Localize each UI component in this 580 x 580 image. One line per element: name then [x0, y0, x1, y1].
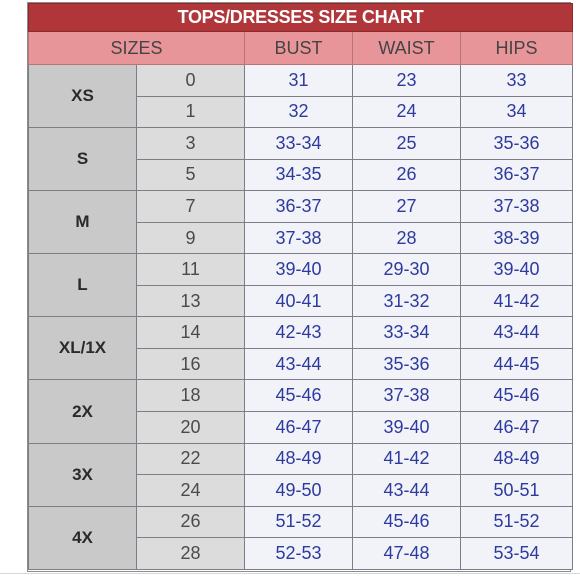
waist-value: 31-32 [353, 285, 461, 317]
waist-value: 47-48 [353, 538, 461, 570]
size-number: 14 [137, 317, 245, 349]
size-number: 1 [137, 96, 245, 128]
size-number: 5 [137, 159, 245, 191]
header-hips: HIPS [461, 32, 573, 65]
header-bust: BUST [245, 32, 353, 65]
size-number: 22 [137, 443, 245, 475]
table-row [29, 317, 573, 349]
bust-value: 52-53 [245, 538, 353, 570]
size-number: 0 [137, 65, 245, 97]
waist-value: 23 [353, 65, 461, 97]
chart-body [29, 65, 573, 570]
size-group-label: S [29, 128, 137, 191]
bust-value: 43-44 [245, 348, 353, 380]
bust-value: 34-35 [245, 159, 353, 191]
waist-value: 33-34 [353, 317, 461, 349]
table-row [29, 380, 573, 412]
bust-value: 51-52 [245, 506, 353, 538]
hips-value: 41-42 [461, 285, 573, 317]
table-row [29, 443, 573, 475]
hips-value: 34 [461, 96, 573, 128]
hips-value: 53-54 [461, 538, 573, 570]
table-row [29, 506, 573, 538]
hips-value: 51-52 [461, 506, 573, 538]
size-number: 3 [137, 128, 245, 160]
hips-value: 50-51 [461, 475, 573, 507]
size-number: 24 [137, 475, 245, 507]
size-group-label: 2X [29, 380, 137, 443]
waist-value: 41-42 [353, 443, 461, 475]
hips-value: 39-40 [461, 254, 573, 286]
table-row [29, 254, 573, 286]
table-row [29, 65, 573, 97]
bust-value: 40-41 [245, 285, 353, 317]
bust-value: 45-46 [245, 380, 353, 412]
waist-value: 28 [353, 222, 461, 254]
header-row [29, 32, 573, 65]
chart-title: TOPS/DRESSES SIZE CHART [29, 4, 573, 32]
bust-value: 36-37 [245, 191, 353, 223]
size-group-label: XL/1X [29, 317, 137, 380]
hips-value: 35-36 [461, 128, 573, 160]
waist-value: 35-36 [353, 348, 461, 380]
size-number: 26 [137, 506, 245, 538]
waist-value: 39-40 [353, 412, 461, 444]
size-chart-frame [27, 2, 571, 572]
waist-value: 43-44 [353, 475, 461, 507]
bust-value: 42-43 [245, 317, 353, 349]
bust-value: 39-40 [245, 254, 353, 286]
hips-value: 46-47 [461, 412, 573, 444]
waist-value: 29-30 [353, 254, 461, 286]
hips-value: 36-37 [461, 159, 573, 191]
table-row [29, 191, 573, 223]
hips-value: 45-46 [461, 380, 573, 412]
waist-value: 45-46 [353, 506, 461, 538]
size-group-label: 3X [29, 443, 137, 506]
size-group-label: L [29, 254, 137, 317]
bust-value: 46-47 [245, 412, 353, 444]
header-waist: WAIST [353, 32, 461, 65]
waist-value: 37-38 [353, 380, 461, 412]
bust-value: 33-34 [245, 128, 353, 160]
size-group-label: M [29, 191, 137, 254]
header-sizes: SIZES [29, 32, 245, 65]
bust-value: 32 [245, 96, 353, 128]
size-number: 11 [137, 254, 245, 286]
size-number: 9 [137, 222, 245, 254]
bust-value: 49-50 [245, 475, 353, 507]
size-number: 28 [137, 538, 245, 570]
waist-value: 25 [353, 128, 461, 160]
page-bottom-divider [0, 573, 580, 574]
size-group-label: 4X [29, 506, 137, 569]
size-number: 20 [137, 412, 245, 444]
waist-value: 24 [353, 96, 461, 128]
size-number: 18 [137, 380, 245, 412]
title-row [29, 4, 573, 32]
hips-value: 38-39 [461, 222, 573, 254]
size-number: 7 [137, 191, 245, 223]
size-chart-table [28, 3, 573, 570]
table-row [29, 128, 573, 160]
hips-value: 37-38 [461, 191, 573, 223]
size-group-label: XS [29, 65, 137, 128]
waist-value: 26 [353, 159, 461, 191]
waist-value: 27 [353, 191, 461, 223]
bust-value: 48-49 [245, 443, 353, 475]
size-number: 16 [137, 348, 245, 380]
bust-value: 31 [245, 65, 353, 97]
hips-value: 44-45 [461, 348, 573, 380]
hips-value: 33 [461, 65, 573, 97]
bust-value: 37-38 [245, 222, 353, 254]
hips-value: 48-49 [461, 443, 573, 475]
hips-value: 43-44 [461, 317, 573, 349]
size-number: 13 [137, 285, 245, 317]
